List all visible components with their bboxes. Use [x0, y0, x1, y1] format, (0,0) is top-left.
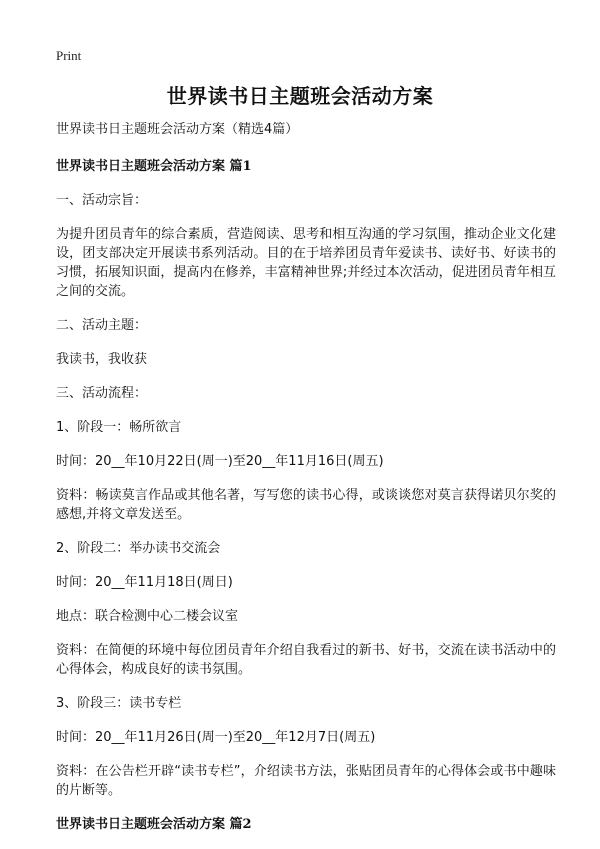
document-subtitle: 世界读书日主题班会活动方案（精选4篇） — [56, 122, 299, 137]
paragraph: 时间：20__年11月18日(周日) — [56, 575, 233, 590]
paragraph: 地点：联合检测中心二楼会议室 — [56, 609, 239, 624]
print-label[interactable]: Print — [56, 48, 82, 63]
paragraph: 时间：20__年11月26日(周一)至20__年12月7日(周五) — [56, 730, 376, 745]
paragraph: 二、活动主题： — [56, 318, 148, 333]
paragraph: 2、阶段二：举办读书交流会 — [56, 541, 221, 556]
section-heading: 世界读书日主题班会活动方案 篇1 — [56, 159, 252, 174]
document-body — [56, 120, 556, 849]
paragraph: 资料：在简便的环境中每位团员青年介绍自我看过的新书、好书，交流在读书活动中的心得体会，构成良好的读书氛围。 — [56, 643, 556, 677]
section-heading: 世界读书日主题班会活动方案 篇2 — [56, 817, 252, 832]
paragraph: 一、活动宗旨： — [56, 193, 148, 208]
paragraph: 资料：在公告栏开辟“读书专栏”，介绍读书方法，张贴团员青年的心得体会或书中趣味的片断等。 — [56, 764, 556, 798]
paragraph: 为提升团员青年的综合素质，营造阅读、思考和相互沟通的学习氛围，推动企业文化建设，团支部决定开展读书系列活动。目的在于培养团员青年爱读书、读好书、好读书的习惯，拓展知识面，提高内在修养，丰富精神世界;并经过本次活动，促进团员青年相互之间的交流。 — [56, 227, 556, 299]
paragraph: 3、阶段三：读书专栏 — [56, 696, 182, 711]
paragraph: 资料：畅读莫言作品或其他名著，写写您的读书心得，或谈谈您对莫言获得诺贝尔奖的感想,并将文章发送至。 — [56, 488, 556, 522]
paragraph: 时间：20__年10月22日(周一)至20__年11月16日(周五) — [56, 454, 384, 469]
paragraph: 三、活动流程： — [56, 386, 148, 401]
paragraph: 我读书，我收获 — [56, 352, 148, 367]
paragraph: 1、阶段一：畅所欲言 — [56, 420, 182, 435]
document-title: 世界读书日主题班会活动方案 — [166, 84, 434, 108]
